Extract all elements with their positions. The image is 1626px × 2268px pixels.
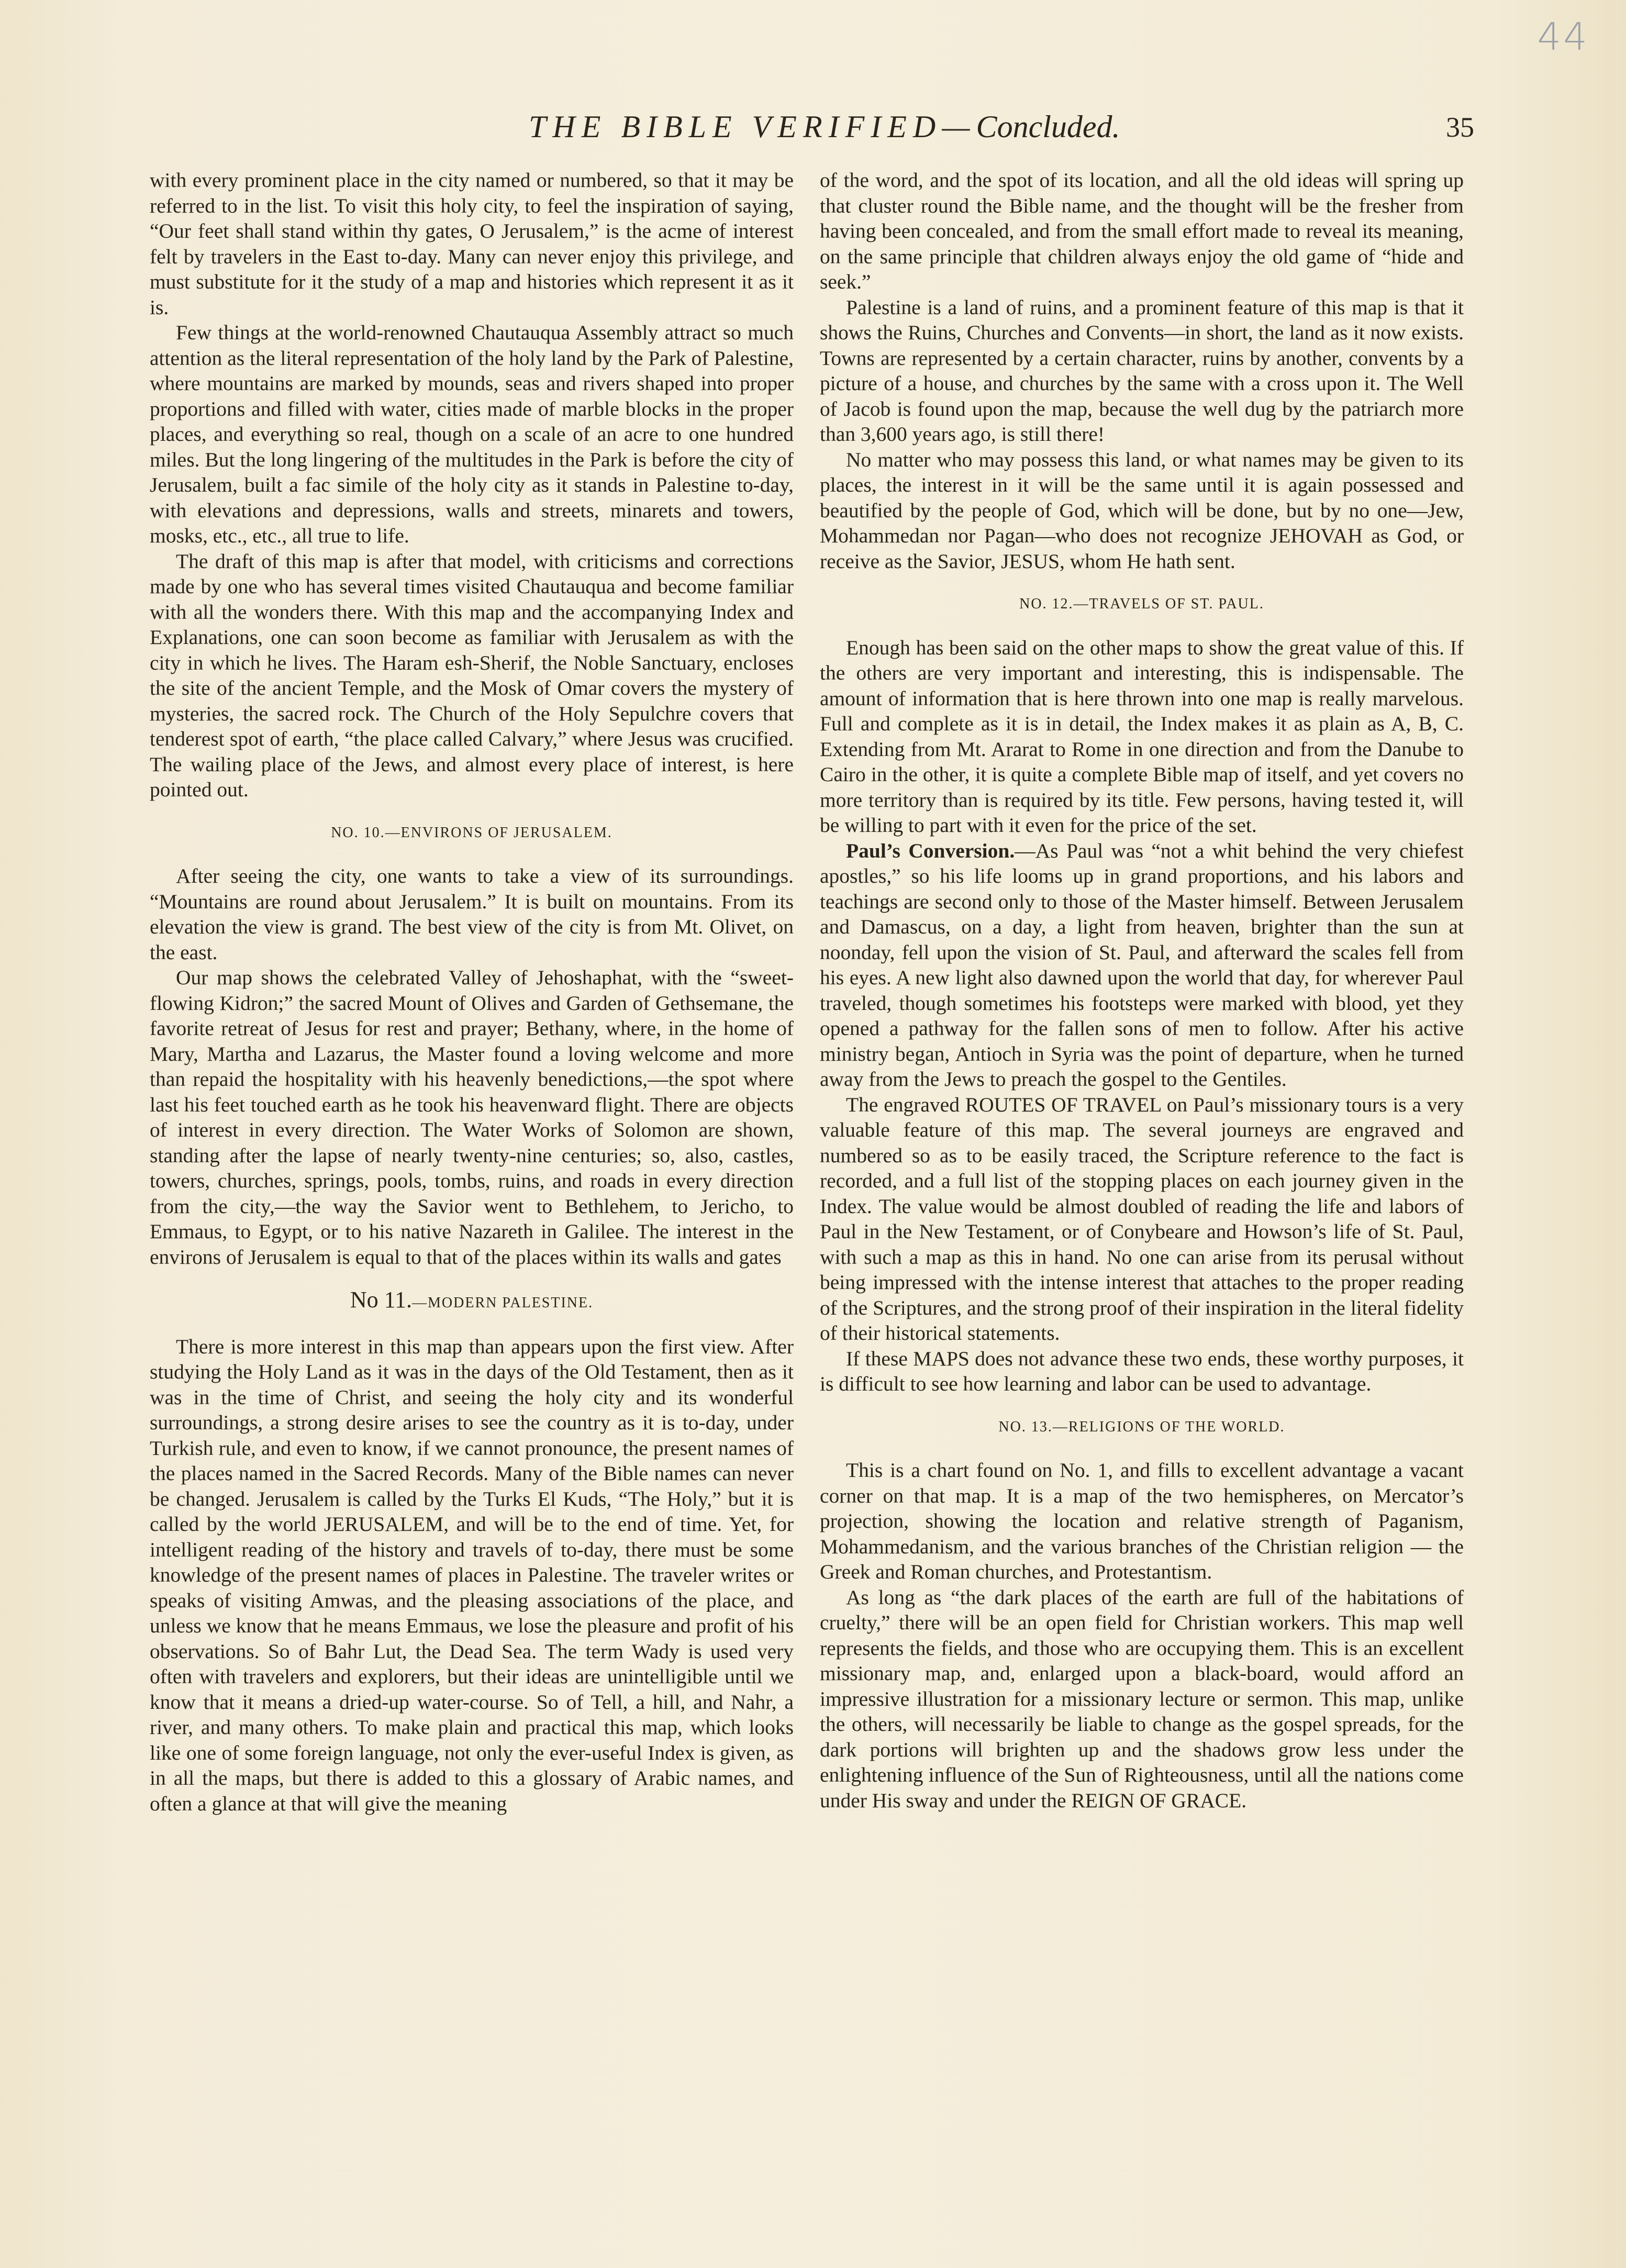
paragraph: Few things at the world-renowned Chautauqua Assembly attract so much attention as the literal representation of the holy land by the Park of Palestine, where mountains are marked by mounds, seas and rivers shaped into proper proportions and filled with water, cities made of marble blocks in the proper places, and everything so real, though on a scale of an acre to one hundred miles. But the long lingering of the multitudes in the Park is before the city of Jerusalem, built a fac simile of the holy city as it stands in Palestine to-day, with elevations and depressions, walls and streets, minarets and towers, mosks, etc., etc., all true to life. (150, 321, 794, 547)
paragraph: Enough has been said on the other maps to show the great value of this. If the others are very important and interesting, this is indispensable. The amount of information that is here thrown into one map is really marvelous. Full and complete as it is in detail, the Index makes it as plain as A, B, C. Extending from Mt. Ararat to Rome in one direction and from the Danube to Cairo in the other, it is quite a complete Bible map of itself, and yet covers no more territory than is required by its title. Few persons, having tested it, will be willing to part with it even for the price of the set. (820, 636, 1464, 837)
section-heading-no10 (150, 820, 794, 846)
paragraph: with every prominent place in the city named or numbered, so that it may be referred to in the list. To visit this holy city, to feel the inspiration of saying, “Our feet shall stand within thy gates, O Jerusalem,” is the acme of interest felt by travelers in the East to-day. Many can never enjoy this privilege, and must substitute for it the study of a map and histories which represent it as it is. (150, 169, 794, 319)
section-heading-no13: NO. 13.—RELIGIONS OF THE WORLD. (998, 1418, 1285, 1435)
left-column (150, 168, 794, 1816)
paragraph: of the word, and the spot of its location, and all the old ideas will spring up that cluster round the Bible name, and the thought will be the fresher from having been concealed, and from the small effort made to reveal its meaning, on the same principle that children always enjoy the old game of “hide and seek.” (820, 169, 1464, 293)
running-head (0, 109, 1626, 156)
paragraph: No matter who may possess this land, or what names may be given to its places, the interest in it will be the same until it is again possessed and beautified by the people of God, which will be done, but by no one—Jew, Mohammedan nor Pagan—who does not recognize JEHOVAH as God, or receive as the Savior, JESUS, whom He hath sent. (820, 448, 1464, 573)
pencil-page-note: 44 (1537, 15, 1589, 59)
paragraph: This is a chart found on No. 1, and fills to excellent advantage a vacant corner on that map. It is a map of the two hemispheres, on Mercator’s projection, showing the location and relative strength of Paganism, Mohammedanism, and the various branches of the Christian religion — the Greek and Roman churches, and Protestantism. (820, 1459, 1464, 1583)
paragraph: After seeing the city, one wants to take a view of its surroundings. “Mountains are round about Jerusalem.” It is built on mountains. From its elevation the view is grand. The best view of the city is from Mt. Olivet, on the east. (150, 864, 794, 964)
section-number: NO. 10. (331, 824, 385, 841)
paragraph: There is more interest in this map than appears upon the first view. After studying the Holy Land as it was in the days of the Old Testament, then as it was in the time of Christ, and seeing the holy city and its wonderful surroundings, a strong desire arises to see the country as it is to-day, under Turkish rule, and even to know, if we cannot pronounce, the present names of the places named in the Sacred Records. Many of the Bible names can never be changed. Jerusalem is called by the Turks El Kuds, “The Holy,” but it is called by the world JERUSALEM, and will be to the end of time. Yet, for intelligent reading of the history and travels of to-day, there must be some knowledge of the present names of places in Palestine. The traveler writes or speaks of visiting Amwas, and the pleasing associations of the place, and unless we know that he means Emmaus, we lose the pleasure and profit of his observations. So of Bahr Lut, the Dead Sea. The term Wady is used very often with travelers and explorers, but their ideas are unintelligible until we know that it means a dried-up water-course. So of Tell, a hill, and Nahr, a river, and many others. To make plain and practical this map, which looks like one of some foreign language, not only the ever-useful Index is given, as in all the maps, but there is added to this a glossary of Arabic names, and often a glance at that will give the meaning (150, 1335, 794, 1815)
section-heading-no11 (150, 1287, 794, 1316)
paragraph: Palestine is a land of ruins, and a prominent feature of this map is that it shows the Ruins, Churches and Convents—in short, the land as it now exists. Towns are represented by a certain character, ruins by another, convents by a picture of a house, and churches by the same with a cross upon it. The Well of Jacob is found upon the map, because the well dug by the patriarch more than 3,600 years ago, is still there! (820, 295, 1464, 446)
paragraph: If these MAPS does not advance these two ends, these worthy purposes, it is difficult to see how learning and labor can be used to advantage. (820, 1347, 1464, 1395)
paragraph: The draft of this map is after that model, with criticisms and corrections made by one who has several times visited Chautauqua and become familiar with all the wonders there. With this map and the accompanying Index and Explanations, one can soon become as familiar with Jerusalem as with the city in which he lives. The Haram esh-Sherif, the Noble Sanctuary, encloses the site of the ancient Temple, and the Mosk of Omar covers the mystery of mysteries, the sacred rock. The Church of the Holy Sepulchre covers that tenderest spot of earth, “the place called Calvary,” where Jesus was crucified. The wailing place of the Jews, and almost every place of interest, is here pointed out. (150, 549, 794, 801)
section-title: —MODERN PALESTINE. (412, 1295, 594, 1311)
paragraph-lead: Paul’s Conversion. (846, 839, 1015, 862)
paragraph-body: —As Paul was “not a whit behind the very chiefest apostles,” so his life looms up in grand proportions, and his labors and teachings are second only to those of the Master himself. Between Jerusalem and Damascus, on a day, a light from heaven, brighter than the sun at noonday, fell upon the vision of St. Paul, and afterward the scales fell from his eyes. A new light also dawned upon the world that day, for wherever Paul traveled, though sometimes his footsteps were marked with blood, yet they opened a pathway for the fallen sons of men to follow. After his active ministry began, Antioch in Syria was the point of departure, when he turned away from the Jews to preach the gospel to the Gentiles. (820, 839, 1464, 1091)
section-heading-no12: NO. 12.—TRAVELS OF ST. PAUL. (1019, 596, 1264, 612)
paragraph: The engraved ROUTES OF TRAVEL on Paul’s missionary tours is a very valuable feature of this map. The several journeys are engraved and numbered so as to be easily traced, the Scripture reference to the fact is recorded, and a full list of the stopping places on each journey given in the Index. The value would be almost doubled of reading the life and labors of Paul in the New Testament, or of Conybeare and Howson’s life of St. Paul, with such a map as this in hand. No one can arise from its perusal without being impressed with the intense interest that attaches to the proper reading of the Scriptures, and the strong proof of their inspiration in the literal fidelity of their historical statements. (820, 1093, 1464, 1344)
running-title (529, 109, 1120, 145)
paragraph: Our map shows the celebrated Valley of Jehoshaphat, with the “sweet-flowing Kidron;” the sacred Mount of Olives and Garden of Gethsemane, the favorite retreat of Jesus for rest and prayer; Bethany, where, in the home of Mary, Martha and Lazarus, the Master found a loving welcome and more than repaid the hospitality with his heavenly benedictions,—the spot where last his feet touched earth as he took his heavenward flight. There are objects of interest in every direction. The Water Works of Solomon are shown, standing after the lapse of nearly twenty-nine centuries; so, also, castles, towers, churches, springs, pools, tombs, ruins, and roads in every direction from the city,—the way the Savior went to Bethlehem, to Jericho, to Emmaus, to Egypt, or to his native Nazareth in Galilee. The interest in the environs of Jerusalem is equal to that of the places within its walls and gates (150, 966, 794, 1269)
page-number: 35 (1446, 112, 1474, 143)
paragraph: As long as “the dark places of the earth are full of the habitations of cruelty,” there will be an open field for Christian workers. This map well represents the fields, and those who are occupying them. This is an excellent missionary map, and, enlarged upon a black-board, would afford an impressive illustration for a missionary lecture or sermon. This map, unlike the others, will necessarily be liable to change as the gospel spreads, for the dark portions will brighten up and the shadows grow less under the enlightening influence of the Sun of Righteousness, until all the nations come under His sway and under the REIGN OF GRACE. (820, 1585, 1464, 1812)
running-title-sub: Concluded. (976, 109, 1120, 144)
running-title-main: THE BIBLE VERIFIED— (529, 109, 976, 144)
section-number: No 11. (350, 1287, 413, 1313)
right-column (820, 168, 1464, 1813)
paragraph (820, 838, 1464, 1092)
section-title: —ENVIRONS OF JERUSALEM. (385, 824, 612, 841)
